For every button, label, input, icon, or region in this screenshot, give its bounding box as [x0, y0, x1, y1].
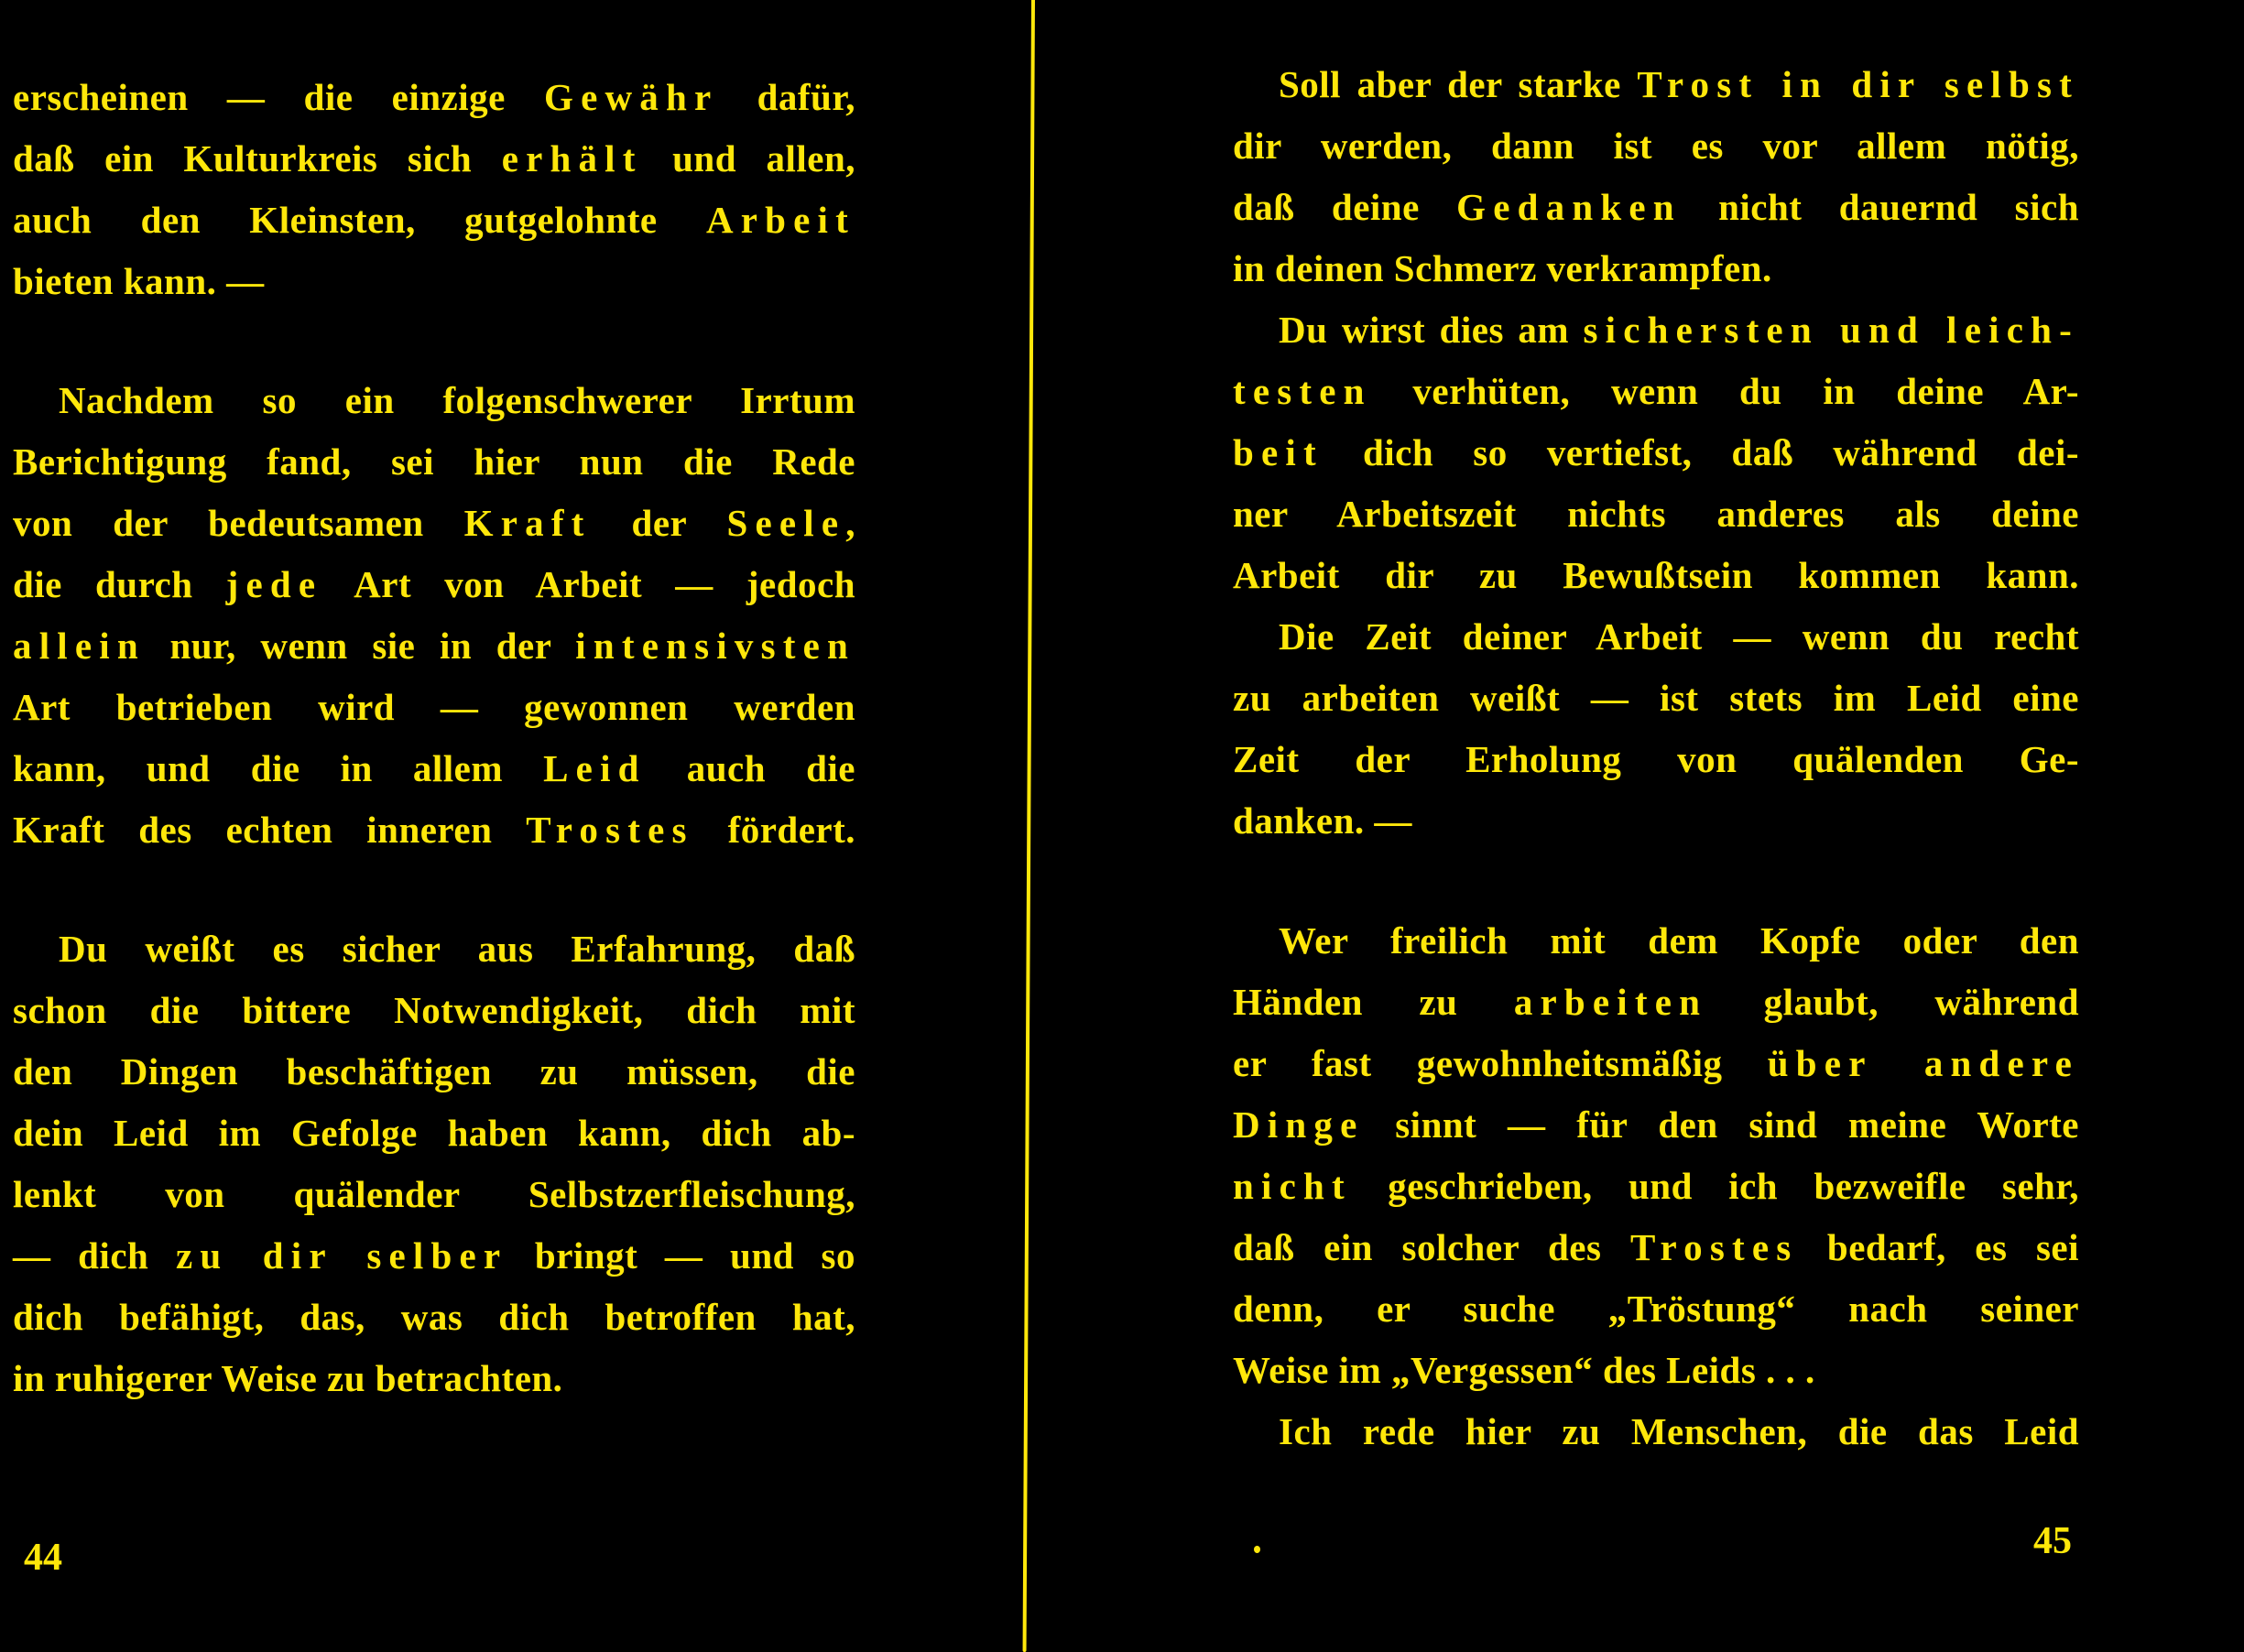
- text-line: [1233, 115, 2079, 177]
- body-text: lenkt von quälender Selbstzerfleischung,: [13, 1173, 855, 1215]
- body-text: verhüten, wenn du in deine Ar-: [1371, 370, 2079, 412]
- paragraph: [13, 67, 855, 312]
- body-text: den Dingen beschäftigen zu müssen, die: [13, 1050, 855, 1092]
- body-text: Arbeit dir zu Bewußtsein kommen kann.: [1233, 554, 2079, 596]
- body-text: Soll aber der starke: [1279, 63, 1638, 105]
- body-text: Nachdem so ein folgenschwerer Irrtum: [59, 379, 855, 421]
- text-line: [13, 1225, 855, 1287]
- right-page: [1233, 54, 2079, 1462]
- emphasized-spaced-text: Trostes: [1629, 1226, 1799, 1268]
- text-line: [13, 980, 855, 1041]
- page-gutter-divider: [1023, 0, 1035, 1652]
- body-text: Berichtigung fand, sei hier nun die Rede: [13, 440, 855, 483]
- body-text: Zeit der Erholung von quälenden Ge-: [1233, 738, 2079, 780]
- text-line: [13, 677, 855, 738]
- text-line: [1233, 1156, 2079, 1217]
- text-line: [1233, 1401, 2079, 1462]
- text-line: [13, 738, 855, 799]
- emphasized-spaced-text: Arbeit: [705, 199, 855, 241]
- text-line: [13, 1348, 855, 1409]
- text-line: [13, 493, 855, 554]
- body-text: ner Arbeitszeit nichts anderes als deine: [1233, 493, 2079, 535]
- text-line: [13, 554, 855, 615]
- emphasized-spaced-text: Gedanken: [1456, 186, 1682, 228]
- body-text: und allen,: [642, 137, 855, 179]
- text-line: [1233, 484, 2079, 545]
- text-line: [1233, 972, 2079, 1033]
- body-text: dich befähigt, das, was dich betroffen hat,: [13, 1296, 855, 1338]
- paragraph: [1233, 910, 2079, 1401]
- emphasized-spaced-text: arbeiten: [1513, 981, 1708, 1023]
- emphasized-spaced-text: Seele: [726, 502, 846, 544]
- body-text: Kraft des echten inneren: [13, 809, 527, 851]
- body-text: Art betrieben wird — gewonnen werden: [13, 686, 855, 728]
- body-text: fördert.: [693, 809, 855, 851]
- body-text: dein Leid im Gefolge haben kann, dich ab-: [13, 1112, 855, 1154]
- text-line: [1233, 910, 2079, 972]
- body-text: die durch: [13, 563, 226, 605]
- body-text: auch den Kleinsten, gutgelohnte: [13, 199, 706, 241]
- text-line: [13, 128, 855, 190]
- body-text: Händen zu: [1233, 981, 1514, 1023]
- emphasized-spaced-text: Leid: [543, 747, 647, 789]
- paragraph: [1233, 606, 2079, 852]
- body-text: auch die: [646, 747, 855, 789]
- text-line: [1233, 361, 2079, 422]
- text-line: [1233, 422, 2079, 484]
- emphasized-spaced-text: Trostes: [526, 809, 694, 851]
- body-text: Ich rede hier zu Menschen, die das Leid: [1279, 1410, 2079, 1452]
- text-line: [13, 190, 855, 251]
- paragraph: [1233, 1401, 2079, 1462]
- body-text: Art von Arbeit — jedoch: [322, 563, 855, 605]
- body-text: dafür,: [718, 76, 855, 118]
- text-line: [1233, 668, 2079, 729]
- body-text: daß ein solcher des: [1233, 1226, 1630, 1268]
- body-text: Wer freilich mit dem Kopfe oder den: [1279, 919, 2079, 962]
- text-line: [1233, 1217, 2079, 1278]
- emphasized-spaced-text: Gewähr: [543, 76, 719, 118]
- emphasized-spaced-text: Trost in dir selbst: [1637, 63, 2079, 105]
- emphasized-spaced-text: zu dir selber: [175, 1234, 508, 1277]
- text-line: [1233, 545, 2079, 606]
- body-text: in deinen Schmerz verkrampfen.: [1233, 247, 1772, 289]
- page-number-right: 45: [2033, 1520, 2072, 1562]
- body-text: dir werden, dann ist es vor allem nötig,: [1233, 125, 2079, 167]
- body-text: von der bedeutsamen: [13, 502, 464, 544]
- emphasized-spaced-text: Dinge: [1233, 1103, 1365, 1146]
- body-text: — dich: [13, 1234, 176, 1277]
- emphasized-spaced-text: testen: [1233, 370, 1372, 412]
- body-text: bieten kann. —: [13, 260, 265, 302]
- text-line: [13, 431, 855, 493]
- body-text: daß ein Kulturkreis sich: [13, 137, 502, 179]
- emphasized-spaced-text: intensivsten: [575, 625, 855, 667]
- text-line: [13, 615, 855, 677]
- text-line: [13, 370, 855, 431]
- body-text: bedarf, es sei: [1798, 1226, 2079, 1268]
- emphasized-spaced-text: beit: [1233, 431, 1324, 473]
- left-page: [13, 67, 855, 1409]
- body-text: sinnt — für den sind meine Worte: [1364, 1103, 2079, 1146]
- text-line: [13, 918, 855, 980]
- text-line: [13, 799, 855, 861]
- text-line: [1233, 790, 2079, 852]
- ink-speck-dot: [1254, 1546, 1260, 1553]
- emphasized-spaced-text: jede: [225, 563, 323, 605]
- emphasized-spaced-text: allein: [13, 625, 146, 667]
- emphasized-spaced-text: über andere: [1767, 1042, 2079, 1084]
- paragraph: [13, 918, 855, 1409]
- text-line: [1233, 299, 2079, 361]
- text-line: [1233, 1340, 2079, 1401]
- emphasized-spaced-text: Kraft: [463, 502, 592, 544]
- body-text: erscheinen — die einzige: [13, 76, 544, 118]
- text-line: [13, 67, 855, 128]
- text-line: [13, 1287, 855, 1348]
- body-text: nur, wenn sie in der: [145, 625, 576, 667]
- emphasized-spaced-text: nicht: [1233, 1165, 1352, 1207]
- body-text: zu arbeiten weißt — ist stets im Leid eine: [1233, 677, 2079, 719]
- emphasized-spaced-text: sichersten und leich-: [1583, 309, 2079, 351]
- body-text: danken. —: [1233, 799, 1412, 842]
- body-text: der: [591, 502, 727, 544]
- body-text: Die Zeit deiner Arbeit — wenn du recht: [1279, 615, 2079, 658]
- body-text: bringt — und so: [507, 1234, 855, 1277]
- text-line: [1233, 177, 2079, 238]
- body-text: in ruhigerer Weise zu betrachten.: [13, 1357, 563, 1399]
- emphasized-spaced-text: erhält: [501, 137, 643, 179]
- paragraph: [1233, 54, 2079, 299]
- body-text: geschrieben, und ich bezweifle sehr,: [1351, 1165, 2079, 1207]
- body-text: Du wirst dies am: [1279, 309, 1584, 351]
- text-line: [1233, 1033, 2079, 1094]
- body-text: nicht dauernd sich: [1681, 186, 2079, 228]
- body-text: daß deine: [1233, 186, 1457, 228]
- paragraph: [1233, 299, 2079, 606]
- paragraph: [13, 370, 855, 861]
- text-line: [13, 1041, 855, 1103]
- text-line: [1233, 1278, 2079, 1340]
- text-line: [1233, 238, 2079, 299]
- body-text: Weise im „Vergessen“ des Leids . . .: [1233, 1349, 1815, 1391]
- body-text: denn, er suche „Tröstung“ nach seiner: [1233, 1288, 2079, 1330]
- body-text: Du weißt es sicher aus Erfahrung, daß: [59, 928, 855, 970]
- body-text: ,: [845, 502, 855, 544]
- text-line: [13, 1164, 855, 1225]
- body-text: kann, und die in allem: [13, 747, 544, 789]
- text-line: [1233, 606, 2079, 668]
- text-line: [13, 1103, 855, 1164]
- body-text: er fast gewohnheitsmäßig: [1233, 1042, 1768, 1084]
- text-line: [1233, 729, 2079, 790]
- body-text: schon die bittere Notwendigkeit, dich mit: [13, 989, 855, 1031]
- text-line: [1233, 1094, 2079, 1156]
- text-line: [13, 251, 855, 312]
- body-text: glaubt, während: [1707, 981, 2079, 1023]
- page-number-left: 44: [24, 1537, 62, 1579]
- text-line: [1233, 54, 2079, 115]
- body-text: dich so vertiefst, daß während dei-: [1323, 431, 2079, 473]
